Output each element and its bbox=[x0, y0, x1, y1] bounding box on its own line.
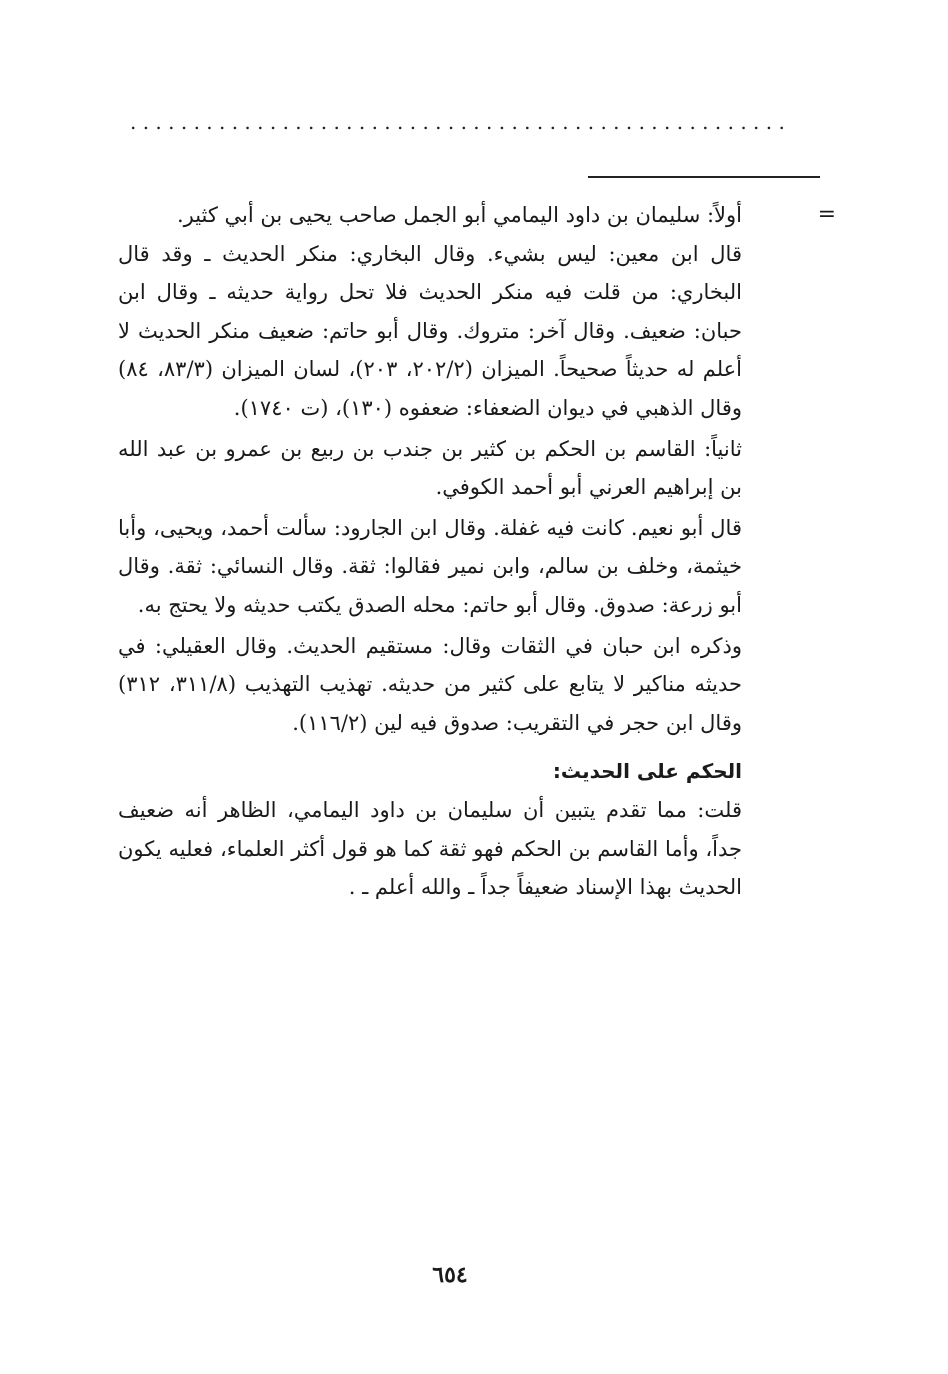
ruling-conclusion: قلت: مما تقدم يتبين أن سليمان بن داود اليمامي، الظاهر أنه ضعيف جداً، وأما القاسم بن الحكم فهو ثقة كما هو قول أكثر العلماء، فعليه يكون الحديث بهذا الإسناد ضعيفاً جداً ـ والله أعلم ـ . bbox=[118, 797, 742, 900]
paragraph-second-narrator-sources: وذكره ابن حبان في الثقات وقال: مستقيم الحديث. وقال العقيلي: في حديثه مناكير لا يتابع على كثير من حديثه. تهذيب التهذيب (٣١١/٨، ٣١٢) وقال ابن حجر في التقريب: صدوق فيه لين (١١٦/٢). bbox=[118, 633, 743, 735]
paragraph-first-narrator-grading: قال ابن معين: ليس بشيء. وقال البخاري: منكر الحديث ـ وقد قال البخاري: من قلت فيه منكر الحديث فلا تحل رواية حديثه ـ وقال ابن حبان: ضعيف. وقال آخر: متروك. وقال أبو حاتم: ضعيف منكر الحديث لا أعلم له حديثاً صحيحاً. الميزان (٢٠٢/٢، ٢٠٣)، لسان الميزان (٨٣/٣، ٨٤) وقال الذهبي في ديوان الضعفاء: ضعفوه (١٣٠)، (ت ١٧٤٠). bbox=[118, 241, 743, 420]
paragraph-second-narrator: ثانياً: القاسم بن الحكم بن كثير بن جندب بن ربيع بن عمرو بن عبد الله بن إبراهيم العرني أبو أحمد الكوفي. bbox=[118, 436, 742, 500]
footnote-text bbox=[118, 196, 742, 907]
paragraph-second-narrator-grading: قال أبو نعيم. كانت فيه غفلة. وقال ابن الجارود: سألت أحمد، ويحيى، وأبا خيثمة، وخلف بن سالم، وابن نمير فقالوا: ثقة. وقال النسائي: ثقة. وقال أبو زرعة: صدوق. وقال أبو حاتم: محله الصدق يكتب حديثه ولا يحتج به. bbox=[118, 515, 742, 617]
ruling-heading: الحكم على الحديث: bbox=[552, 759, 742, 784]
page-number: ٦٥٤ bbox=[432, 1262, 468, 1288]
continuation-marker: = bbox=[817, 202, 836, 227]
footnote-rule bbox=[588, 176, 820, 178]
paragraph-first-narrator: أولاً: سليمان بن داود اليمامي أبو الجمل صاحب يحيى بن أبي كثير. bbox=[176, 203, 742, 227]
top-dotted-separator: . . . . . . . . . . . . . . . . . . . . . . . . . . . . . . . . . . . . . . . . . . . . . . . . . . . . bbox=[130, 110, 785, 134]
